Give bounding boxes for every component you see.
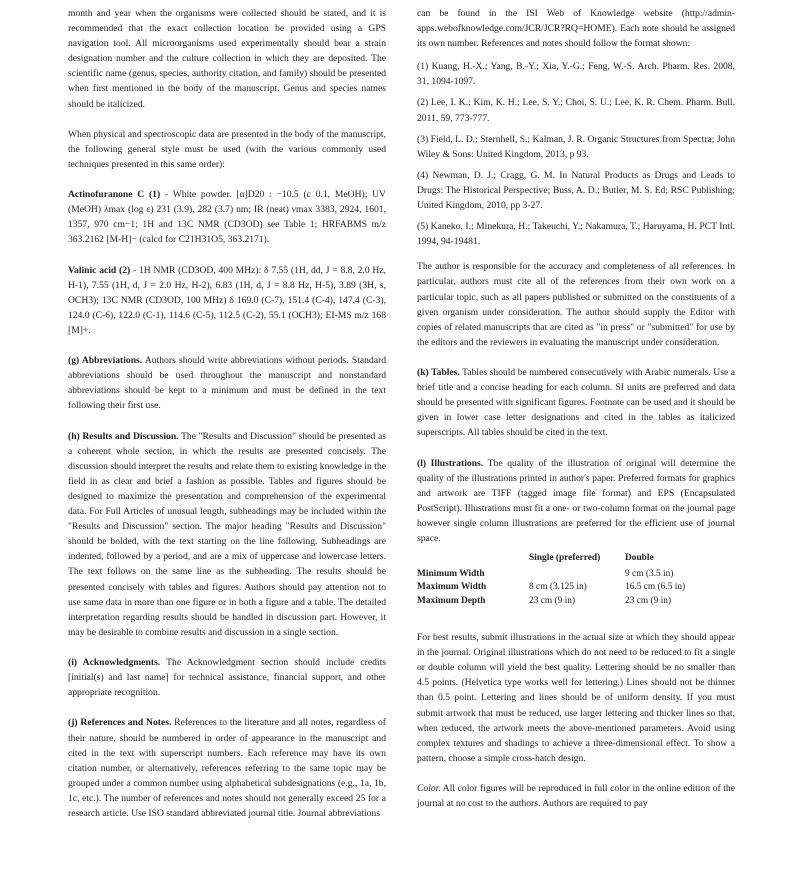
reference-item: (3) Field, L. D.; Sternhell, S.; Kalman, J. R. Organic Structures from Spectra; John Wiley & Sons: United Kingdom, 2013, p 93.	[417, 133, 735, 160]
valinic-entry	[68, 263, 386, 338]
color-section	[417, 781, 735, 811]
abbreviations-heading: (g) Abbreviations.	[68, 355, 143, 367]
reference-item: (4) Newman, D. J.; Cragg, G. M. In Natural Products as Drugs and Leads to Drugs: The Historical Perspective; Buss, A. D.; Butler, M. S. Ed; RSC Publishing; United Kingdom, 2010, pp 3-27.	[417, 169, 735, 212]
valinic-name: Valinic acid (2)	[68, 264, 131, 276]
results-section	[68, 429, 386, 640]
column-header-double: Double	[625, 553, 654, 564]
best-results-paragraph: For best results, submit illustrations in the actual size at which they should appear in the journal. Original illustrations which do not need to be reduced to fit a single or double column will yield the best quality. Lettering should be no smaller than 4.5 points. (Helvetica type works well for lettering.) Lines should not be thinner than 0.5 point. Lettering and lines should be of uniform density. If you must submit artwork that must be reduced, use larger lettering and thicker lines so that, when reduced, the artwork meets the above-mentioned parameters. Avoid using complex textures and shadings to achieve a three-dimensional effect. To show a pattern, choose a simple cross-hatch design.	[417, 632, 735, 764]
double-value: 16.5 cm (6.5 in)	[625, 582, 686, 593]
actinofuranone-name: Actinofuranone C (1)	[68, 189, 161, 201]
collection-paragraph: month and year when the organisms were collected should be stated, and it is recommended that the exact collection location be provided using a GPS navigation tool. All microorganisms used experimentally should bear a strain designation number and the culture collection in which they are deposited. The scientific name (genus, species, authority citation, and family) should be presented when first mentioned in the body of the manuscript. Genus and species names should be italicized.	[68, 8, 386, 110]
tables-text: Tables should be numbered consecutively with Arabic numerals. Use a brief title and a concise heading for each column. SI units are preferred and data should be presented with significant figures. Footnote can be used and it should be given in lower case letter designations and cited in the tables as italicized superscripts. All tables should be cited in the text.	[417, 366, 735, 439]
references-text: References to the literature and all notes, regardless of their nature, should be numbered in order of appearance in the manuscript and cited in the text with superscript numbers. Each reference may have its own citation number, or alternatively, references referring to the same topic may be grouped under a common number using alphabetical subdesignations (e.g., 1a, 1b, 1c, etc.). The number of references and notes should not generally exceed 25 for a research article. Use ISO standard abbreviated journal title. Journal abbreviations	[68, 717, 386, 819]
table-row	[417, 581, 689, 595]
single-value	[529, 568, 625, 582]
references-heading: (j) References and Notes.	[68, 717, 172, 729]
reference-list	[417, 59, 735, 249]
author-responsibility-paragraph: The author is responsible for the accuracy and completeness of all references. In particular, authors must cite all of the references from their own work on a particular topic, such as all papers published or submitted on the constituents of a given organism under consideration. The author should supply the Editor with copies of related manuscripts that are cited as "in press" or "submitted" for use by the editors and the reviewers in evaluating the manuscript under consideration.	[417, 261, 735, 348]
spectroscopic-paragraph: When physical and spectroscopic data are presented in the body of the manuscript, the following general style must be used (with the various commonly used techniques presented in this same order):	[68, 128, 386, 170]
row-label: Minimum Width	[417, 568, 485, 579]
table-row	[417, 568, 689, 582]
illustrations-heading: (l) Illustrations.	[417, 457, 484, 469]
table-corner-cell	[417, 552, 529, 568]
tables-section	[417, 365, 735, 440]
left-column	[68, 6, 386, 821]
color-heading: Color.	[417, 783, 441, 795]
column-header-single: Single (preferred)	[529, 553, 601, 564]
single-value: 8 cm (3.125 in)	[529, 582, 587, 593]
illustration-size-table	[417, 552, 689, 608]
double-value: 9 cm (3.5 in)	[625, 568, 674, 579]
references-section	[68, 715, 386, 821]
double-value: 23 cm (9 in)	[625, 595, 672, 606]
reference-item: (1) Kuang, H.-X.; Yang, B.-Y.; Xia, Y.-G.; Feng, W.-S. Arch. Pharm. Res. 2008, 31, 1094-1097.	[417, 61, 735, 88]
results-text: The "Results and Discussion" should be presented as a coherent whole section, in which the results are presented concisely. The discussion should interpret the results and relate them to existing knowledge in the field in as clear and brief a fashion as possible. Tables and figures should be designed to maximize the presentation and comprehension of the experimental data. For Full Articles of unusual length, subheadings may be included within the "Results and Discussion" section. The major heading "Results and Discussion" should be bolded, with the text starting on the line following. Subheadings are indented, followed by a period, and are a mix of uppercase and lowercase letters. The text follows on the same line as the subheading. The results should be presented concisely with tables and figures. Authors should pay attention not to use same data in more than one figure or in both a figure and a table. The detailed interpretation regarding results should be handled in discussion part. However, it may be desirable to combine results and discussion in a single section.	[68, 430, 386, 638]
reference-item: (2) Lee, I. K.; Kim, K. H.; Lee, S. Y.; Choi, S. U.; Lee, K. R. Chem. Pharm. Bull. 2011, 59, 773-777.	[417, 97, 735, 124]
abbreviations-section	[68, 353, 386, 413]
row-label: Maximum Depth	[417, 595, 486, 606]
row-label: Maximum Width	[417, 582, 487, 593]
table-row	[417, 595, 689, 609]
right-column	[417, 6, 735, 811]
illustrations-text: The quality of the illustration of original will determine the quality of the illustrations printed in author's paper. Preferred formats for graphics and artwork are TIFF (tagged image file format) and EPS (Encapsulated PostScript). Illustrations must fit a one- or two-column format on the journal page however single column illustrations are preferred for the efficient use of journal space.	[417, 457, 735, 544]
results-heading: (h) Results and Discussion.	[68, 430, 179, 442]
color-text: All color figures will be reproduced in full color in the online edition of the journal at no cost to the authors. Authors are required to pay	[417, 783, 735, 810]
acknowledgments-heading: (i) Acknowledgments.	[68, 657, 161, 669]
valinic-data: - 1H NMR (CD3OD, 400 MHz): δ 7.55 (1H, dd, J = 8.8, 2.0 Hz, H-1), 7.55 (1H, d, J = 2.0 Hz, H-2), 6.83 (1H, d, J = 8.8 Hz, H-5), 3.89 (3H, s, OCH3); 13C NMR (CD3OD, 100 MHz) δ 169.0 (C-7), 151.4 (C-4), 147.4 (C-3), 124.0 (C-6), 122.0 (C-1), 114.6 (C-5), 112.5 (C-2), 55.1 (OCH3); EI-MS m/z 168 [M]+.	[68, 264, 386, 336]
abbreviations-text: Authors should write abbreviations without periods. Standard abbreviations should be used throughout the manuscript and nonstandard abbreviations should be kept to a minimum and must be defined in the text following their first use.	[68, 355, 386, 412]
single-value: 23 cm (9 in)	[529, 595, 576, 606]
actinofuranone-data: - White powder. [α]D20 : −10.5 (c 0.1, MeOH); UV (MeOH) λmax (log ε) 231 (3.9), 282 (3.7) nm; IR (neat) νmax 3383, 2924, 1601, 1357, 970 cm−1; 1H and 13C NMR (CD3OD) see Table 1; HRFABMS m/z 363.2162 [M-H]− (calcd for C21H31O5, 363.2171).	[68, 189, 386, 246]
illustrations-section	[417, 456, 735, 547]
isi-paragraph: can be found in the ISI Web of Knowledge website (http://admin-apps.webofknowledge.com/JCR/JCR?RQ=HOME). Each note should be assigned its own number. References and notes should follow the format shown:	[417, 8, 735, 50]
reference-item: (5) Kaneko, I.; Minekura, H.; Takeuchi, Y.; Nakamura, T.; Haruyama, H. PCT Intl. 1994, 94-19481.	[417, 221, 735, 248]
actinofuranone-entry	[68, 187, 386, 247]
acknowledgments-text: The Acknowledgment section should include credits [initial(s) and last name] for technical assistance, financial support, and other appropriate recognition.	[68, 657, 386, 699]
acknowledgments-section	[68, 655, 386, 700]
tables-heading: (k) Tables.	[417, 366, 460, 378]
table-header-row	[417, 552, 689, 568]
